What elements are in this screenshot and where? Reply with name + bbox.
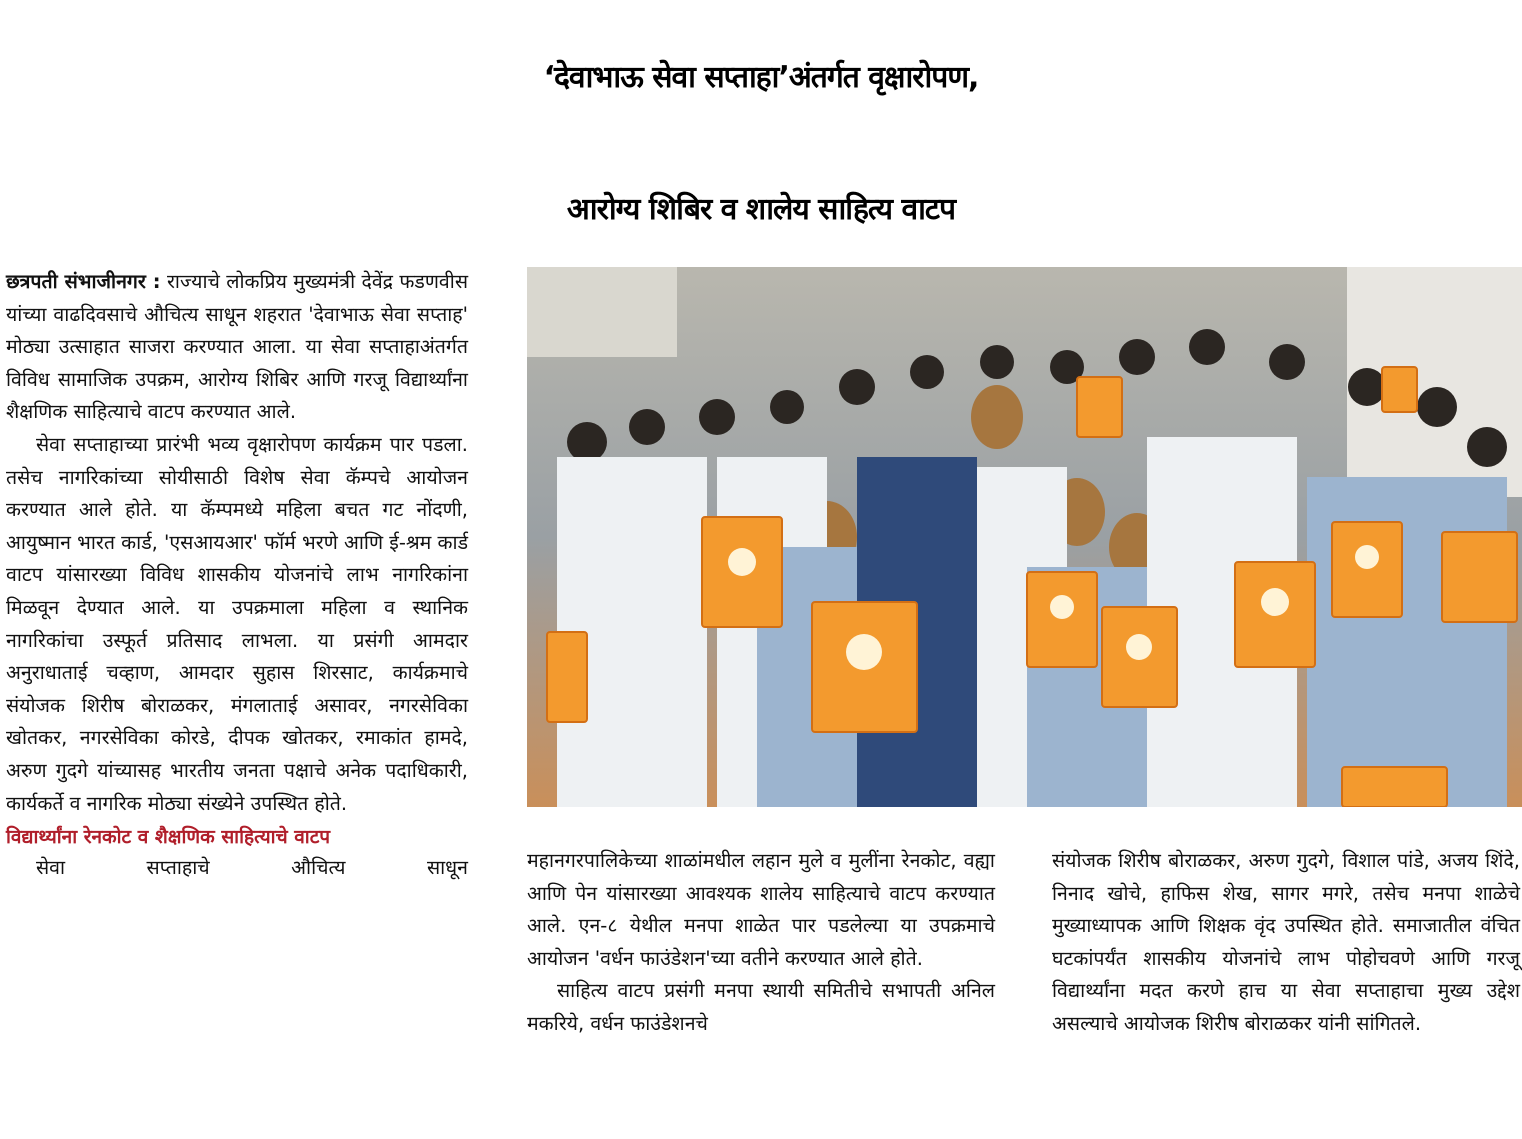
- article-column-3: [1052, 845, 1520, 1041]
- article-column-2: [527, 845, 995, 1041]
- dateline: छत्रपती संभाजीनगर :: [6, 270, 161, 293]
- article-paragraph-1: [6, 266, 468, 429]
- article-column-1: [6, 266, 468, 885]
- event-photo: [527, 267, 1522, 807]
- article-paragraph-3-continued: महानगरपालिकेच्या शाळांमधील लहान मुले व मुलींना रेनकोट, वह्या आणि पेन यांसारख्या आवश्यक शालेय साहित्याचे वाटप करण्यात आले. एन-८ येथील मनपा शाळेत पार पडलेल्या या उपक्रमाचे आयोजन 'वर्धन फाउंडेशन'च्या वतीने करण्यात आले होते.: [527, 849, 995, 970]
- headline-line-2: आरोग्य शिबिर व शालेय साहित्य वाटप: [566, 192, 956, 227]
- headline-line-1: ‘देवाभाऊ सेवा सप्ताहा’अंतर्गत वृक्षारोपण,: [543, 60, 979, 95]
- article-paragraph-4: साहित्य वाटप प्रसंगी मनपा स्थायी समितीचे सभापती अनिल मकरिये, वर्धन फाउंडेशनचे: [527, 979, 995, 1035]
- article-paragraph-3-start: सेवा सप्ताहाचे औचित्य साधून: [36, 856, 468, 880]
- article-paragraph-2: सेवा सप्ताहाच्या प्रारंभी भव्य वृक्षारोपण कार्यक्रम पार पडला. तसेच नागरिकांच्या सोयीसाठी विशेष सेवा कॅम्पचे आयोजन करण्यात आले होते. या कॅम्पमध्ये महिला बचत गट नोंदणी, आयुष्मान भारत कार्ड, 'एसआयआर' फॉर्म भरणे आणि ई-श्रम कार्ड वाटप यांसारख्या विविध शासकीय योजनांचे लाभ नागरिकांना मिळवून देण्यात आले. या उपक्रमाला महिला व स्थानिक नागरिकांचा उस्फूर्त प्रतिसाद लाभला. या प्रसंगी आमदार अनुराधाताई चव्हाण, आमदार सुहास शिरसाट, कार्यक्रमाचे संयोजक शिरीष बोराळकर, मंगलाताई असावर, नगरसेविका खोतकर, नगरसेविका कोरडे, दीपक खोतकर, रमाकांत हामदे, अरुण गुदगे यांच्यासह भारतीय जनता पक्षाचे अनेक पदाधिकारी, कार्यकर्ते व नागरिक मोठ्या संख्येने उपस्थित होते.: [6, 432, 469, 815]
- section-subheading: विद्यार्थ्यांना रेनकोट व शैक्षणिक साहित्याचे वाटप: [6, 826, 331, 849]
- paragraph-1-text: राज्याचे लोकप्रिय मुख्यमंत्री देवेंद्र फडणवीस यांच्या वाढदिवसाचे औचित्य साधून शहरात 'देवाभाऊ सेवा सप्ताह' मोठ्या उत्साहात साजरा करण्यात आला. या सेवा सप्ताहाअंतर्गत विविध सामाजिक उपक्रम, आरोग्य शिबिर आणि गरजू विद्यार्थ्यांना शैक्षणिक साहित्याचे वाटप करण्यात आले.: [6, 270, 469, 424]
- article-paragraph-4-continued: संयोजक शिरीष बोराळकर, अरुण गुदगे, विशाल पांडे, अजय शिंदे, निनाद खोचे, हाफिस शेख, सागर मगरे, तसेच मनपा शाळेचे मुख्याध्यापक आणि शिक्षक वृंद उपस्थित होते. समाजातील वंचित घटकांपर्यंत शासकीय योजनांचे लाभ पोहोचवणे आणि गरजू विद्यार्थ्यांना मदत करणे हाच या सेवा सप्ताहाचा मुख्य उद्देश असल्याचे आयोजक शिरीष बोराळकर यांनी सांगितले.: [1052, 849, 1520, 1035]
